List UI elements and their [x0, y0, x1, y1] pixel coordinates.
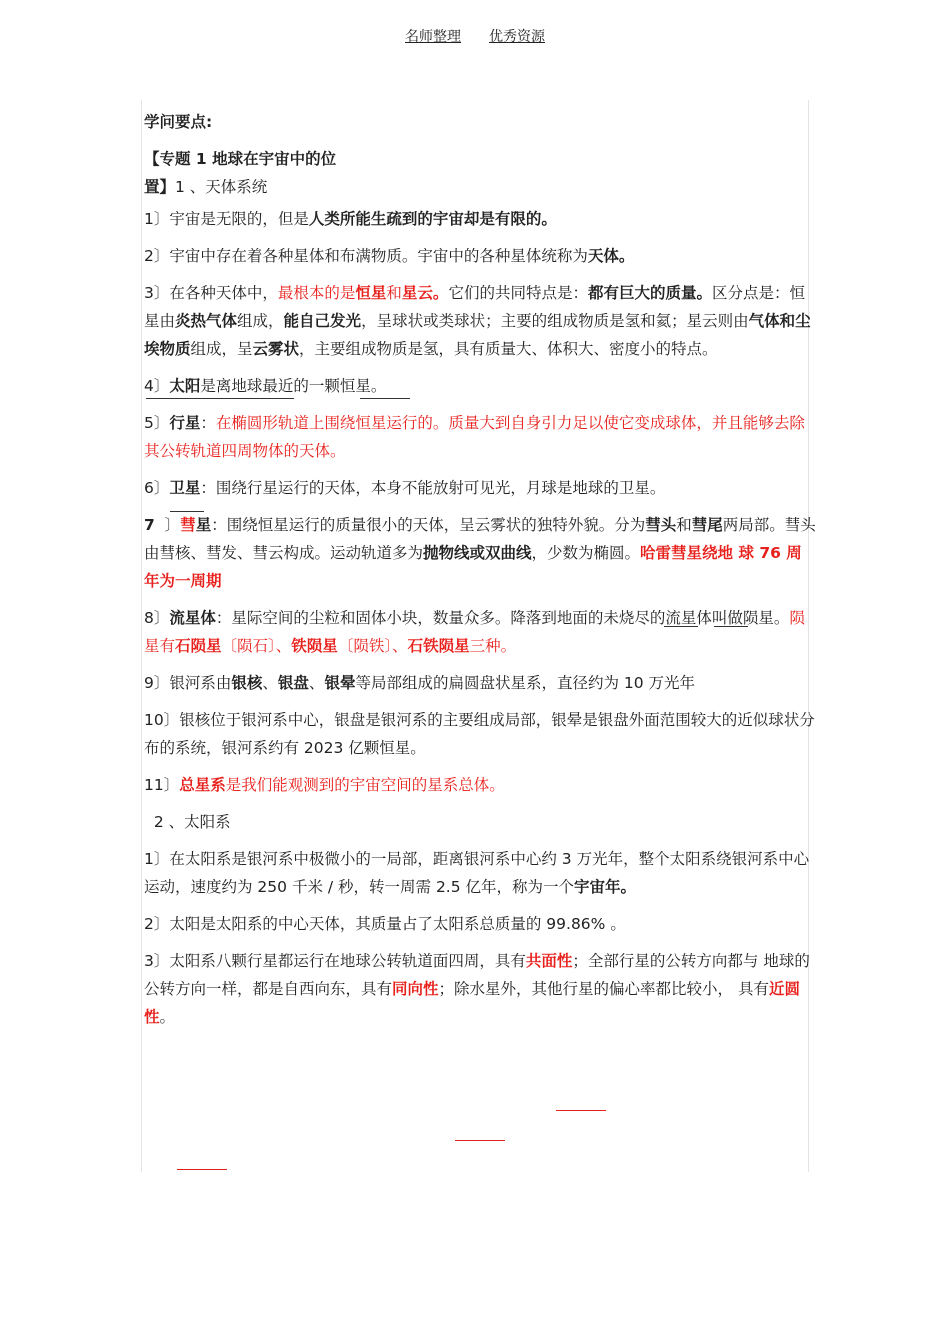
para-2-text: 2〕宇宙中存在着各种星体和布满物质。宇宙中的各种星体统称为: [144, 247, 588, 265]
blank-stroke: [146, 398, 294, 399]
para-3-k: 能自己发光: [283, 312, 362, 330]
para-7-l: 哈雷彗星绕地 球 76 周年为一周期: [144, 544, 802, 590]
solar-para-3-d: 同向性: [392, 980, 439, 998]
para-7-j: 抛物线或双曲线: [423, 544, 532, 562]
para-3-j: 组成，: [237, 312, 284, 330]
para-1-bold: 人类所能生疏到的宇宙却是有限的。: [308, 210, 557, 228]
para-11-b: 总星系: [179, 776, 226, 794]
para-7-e: ：围绕恒星运行的质量很小的天体，呈云雾状的独特外貌。分为: [211, 516, 646, 534]
para-7-i: 两局部。彗头由彗核、彗发、彗云构成。运动轨道多为: [144, 516, 816, 562]
margin-line-left: [141, 100, 142, 1172]
para-8-h: 〔陨铁〕、: [337, 637, 408, 655]
para-3-c: 恒星: [355, 284, 387, 302]
solar-para-1: [144, 845, 816, 901]
para-6-b: 卫星: [169, 479, 201, 497]
solar-para-3-c: ；全部行星的公转方向都与 地球的公转方向一样，都是自西向东，具有: [144, 952, 810, 998]
para-7-b: 〕: [164, 516, 181, 534]
para-8-j: 三种。: [469, 637, 517, 655]
para-7-h: 彗尾: [691, 516, 723, 534]
para-6-c: ：围绕行星运行的天体，本身不能放射可见光，月球是地球的卫星。: [200, 479, 666, 497]
para-1-text: 1〕宇宙是无限的，但是: [144, 210, 309, 228]
para-3-g: 都有巨大的质量。: [587, 284, 712, 302]
para-10-text: 10〕银核位于银河系中心，银盘是银河系的主要组成局部，银晕是银盘外面范围较大的近似球状分布的系统，银河系约有 2023 亿颗恒星。: [144, 711, 815, 757]
blank-stroke: [170, 511, 204, 512]
para-9-d: 银盘: [277, 674, 309, 692]
document-body: [144, 108, 816, 1040]
para-4-a: 4〕: [144, 377, 170, 395]
para-10: [144, 706, 816, 762]
para-3-m: 气体和尘埃物质: [144, 312, 811, 358]
para-7: [144, 511, 816, 595]
para-1: [144, 205, 816, 233]
para-8-e: 石陨星: [175, 637, 222, 655]
para-8-b: 流星体: [169, 609, 216, 627]
para-2-bold: 天体。: [587, 247, 635, 265]
solar-para-1-a: 1〕在太阳系是银河系中极微小的一局部，距离银河系中心约 3 万光年，整个太阳系绕银河系中心运动，速度约为 250 千米 / 秒，转一周需 2.5 亿年，称为一个: [144, 850, 810, 896]
topic-heading: [144, 145, 816, 201]
blank-stroke-red: [177, 1169, 227, 1170]
para-8: [144, 604, 816, 660]
para-11-c: 是我们能观测到的宇宙空间的星系总体。: [225, 776, 505, 794]
solar-para-2-text: 2〕太阳是太阳系的中心天体，其质量占了太阳系总质量的 99.86% 。: [144, 915, 626, 933]
solar-para-3: [144, 947, 816, 1031]
para-3-e: 星云。: [401, 284, 449, 302]
solar-para-3-a: 3〕太阳系八颗行星都运行在地球公转轨道面四周，具有: [144, 952, 526, 970]
section-2-heading: [144, 808, 816, 836]
para-9-g: 等局部组成的扁圆盘状星系，直径约为 10 万光年: [355, 674, 696, 692]
solar-para-3-b: 共面性: [525, 952, 573, 970]
para-3: [144, 279, 816, 363]
para-3-a: 3〕在各种天体中，: [144, 284, 278, 302]
para-3-f: 它们的共同特点是：: [448, 284, 588, 302]
para-7-f: 彗头: [645, 516, 677, 534]
doc-title: [144, 108, 816, 136]
header-right-text: 优秀资源: [489, 29, 545, 45]
para-4: [144, 372, 816, 400]
para-3-n: 组成，呈: [190, 340, 253, 358]
para-7-a: 7: [144, 516, 155, 534]
para-3-i: 炎热气体: [175, 312, 238, 330]
para-11: [144, 771, 816, 799]
solar-para-1-b: 宇宙年。: [574, 878, 637, 896]
para-4-c: 是离地球最近的一颗恒星。: [200, 377, 387, 395]
para-2: [144, 242, 816, 270]
blank-stroke-red: [556, 1110, 606, 1111]
para-8-d: 陨星有: [144, 609, 805, 655]
solar-para-3-f: 近圆性: [144, 980, 800, 1026]
para-5-c: ：: [200, 414, 216, 432]
page-header: [0, 26, 950, 46]
blank-stroke: [714, 626, 748, 627]
para-5-a: 5〕: [144, 414, 170, 432]
para-5: [144, 409, 816, 465]
para-9-f: 银晕: [324, 674, 356, 692]
blank-stroke-red: [455, 1140, 505, 1141]
para-3-o: 云雾状: [252, 340, 300, 358]
para-5-d: 在椭圆形轨道上围绕恒星运行的。质量大到自身引力足以使它变成球体，并且能够去除其公转轨道四周物体的天体。: [144, 414, 805, 460]
para-4-b: 太阳: [169, 377, 201, 395]
para-3-d: 和: [386, 284, 402, 302]
para-7-c: 彗: [180, 516, 196, 534]
doc-title-text: 学问要点:: [144, 113, 213, 131]
para-3-p: ，主要组成物质是氢，具有质量大、体积大、密度小的特点。: [299, 340, 718, 358]
para-6: [144, 474, 816, 502]
solar-para-3-g: 。: [159, 1008, 176, 1026]
para-5-b: 行星: [169, 414, 201, 432]
para-11-a: 11〕: [144, 776, 180, 794]
para-9-e: 、: [308, 674, 325, 692]
blank-stroke: [664, 626, 698, 627]
para-9-a: 9〕银河系由: [144, 674, 232, 692]
topic-line2-bold: 置】: [144, 178, 176, 196]
para-8-i: 石铁陨星: [407, 637, 470, 655]
para-8-g: 铁陨星: [291, 637, 338, 655]
topic-line2-rest: 1 、天体系统: [175, 178, 268, 196]
para-7-k: ，少数为椭圆。: [531, 544, 641, 562]
para-3-h: 区分点是：恒星由: [144, 284, 805, 330]
section-2-text: 2 、太阳系: [153, 813, 231, 831]
para-9: [144, 669, 816, 697]
para-3-b: 最根本的是: [277, 284, 356, 302]
blank-stroke: [360, 398, 410, 399]
para-3-l: ，呈球状或类球状；主要的组成物质是氢和氦；星云则由: [361, 312, 749, 330]
solar-para-2: [144, 910, 816, 938]
header-left-text: 名师整理: [405, 29, 461, 45]
solar-para-3-e: ；除水星外，其他行星的偏心率都比较小， 具有: [438, 980, 769, 998]
topic-line1: 【专题 1 地球在宇宙中的位: [144, 150, 337, 168]
para-7-d: 星: [195, 516, 212, 534]
para-8-f: 〔陨石〕、: [221, 637, 292, 655]
para-9-b: 银核: [231, 674, 263, 692]
para-8-c: ：星际空间的尘粒和固体小块，数量众多。降落到地面的未烧尽的流星体叫做陨星。: [215, 609, 790, 627]
para-9-c: 、: [262, 674, 278, 692]
para-8-a: 8〕: [144, 609, 170, 627]
para-6-a: 6〕: [144, 479, 170, 497]
para-7-g: 和: [676, 516, 692, 534]
